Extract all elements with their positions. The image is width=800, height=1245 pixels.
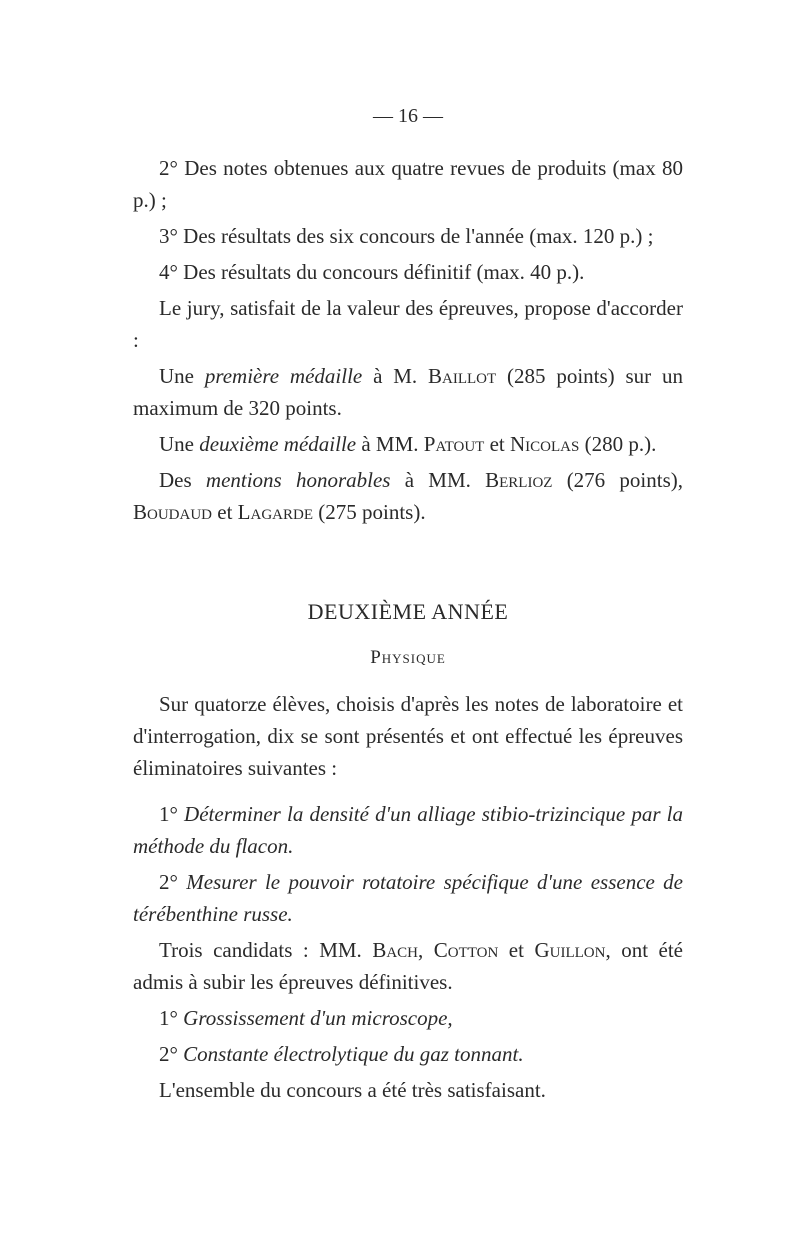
conclusion-paragraph: L'ensemble du concours a été très satisfaisant.	[159, 1078, 546, 1102]
candidate-name: Guillon	[534, 938, 606, 962]
final-test-1	[133, 1002, 683, 1034]
medal-name: première médaille	[204, 364, 363, 388]
award-second-medal	[133, 428, 683, 460]
laureate-name: Nicolas	[510, 432, 580, 456]
intro-item-3: 3° Des résultats des six concours de l'année (max. 120 p.) ;	[159, 224, 654, 248]
award-text: à MM.	[390, 468, 486, 492]
selection-paragraph: Sur quatorze élèves, choisis d'après les notes de laboratoire et d'interrogation, dix se sont présentés et ont effectué les épreuves éliminatoires suivantes :	[133, 692, 683, 780]
award-text: (275 points).	[313, 500, 426, 524]
candidate-name: Cotton	[433, 938, 499, 962]
jury-paragraph: Le jury, satisfait de la valeur des épreuves, propose d'accorder :	[133, 296, 683, 352]
award-text: (280 p.).	[579, 432, 657, 456]
candidate-name: Bach	[372, 938, 418, 962]
award-text: et	[484, 432, 510, 456]
candidates-text: ,	[418, 938, 434, 962]
test-description: Mesurer le pouvoir rotatoire spécifique d'une essence de térébenthine russe.	[133, 870, 683, 926]
candidates-paragraph	[133, 934, 683, 998]
page-number: — 16 —	[373, 105, 443, 127]
award-text: Une	[159, 364, 205, 388]
test-description: Déterminer la densité d'un alliage stibio-trizincique par la méthode du flacon.	[133, 802, 683, 858]
test-description: Grossissement d'un microscope,	[183, 1006, 453, 1030]
award-text: Une	[159, 432, 200, 456]
intro-item-4: 4° Des résultats du concours définitif (max. 40 p.).	[159, 260, 585, 284]
laureate-name: Boudaud	[133, 500, 213, 524]
subsection-title: Physique	[370, 647, 446, 668]
award-honorable-mentions	[133, 464, 683, 528]
award-text: (285 points) sur un maximum de 320 points.	[133, 364, 683, 420]
laureate-name: Lagarde	[237, 500, 313, 524]
intro-item-2: 2° Des notes obtenues aux quatre revues de produits (max 80 p.) ;	[133, 156, 683, 212]
eliminatory-test-1	[133, 798, 683, 862]
item-number: 2°	[159, 870, 187, 894]
award-first-medal	[133, 360, 683, 424]
award-text: et	[212, 500, 238, 524]
candidates-text: et	[498, 938, 535, 962]
document-page	[133, 100, 683, 1110]
item-number: 2°	[159, 1042, 184, 1066]
final-test-2	[133, 1038, 683, 1070]
award-text: à MM.	[356, 432, 424, 456]
eliminatory-test-2	[133, 866, 683, 930]
section-title: DEUXIÈME ANNÉE	[307, 599, 509, 624]
candidates-text: Trois candidats : MM.	[159, 938, 373, 962]
item-number: 1°	[159, 1006, 184, 1030]
laureate-name: Baillot	[428, 364, 497, 388]
laureate-name: Berlioz	[485, 468, 553, 492]
medal-name: mentions honorables	[205, 468, 391, 492]
award-text: (276 points),	[552, 468, 684, 492]
laureate-name: Patout	[423, 432, 485, 456]
award-text: Des	[159, 468, 206, 492]
candidates-text: , ont été admis à subir les épreuves définitives.	[133, 938, 684, 994]
medal-name: deuxième médaille	[199, 432, 357, 456]
test-description: Constante électrolytique du gaz tonnant.	[183, 1042, 524, 1066]
award-text: à M.	[362, 364, 428, 388]
item-number: 1°	[159, 802, 185, 826]
